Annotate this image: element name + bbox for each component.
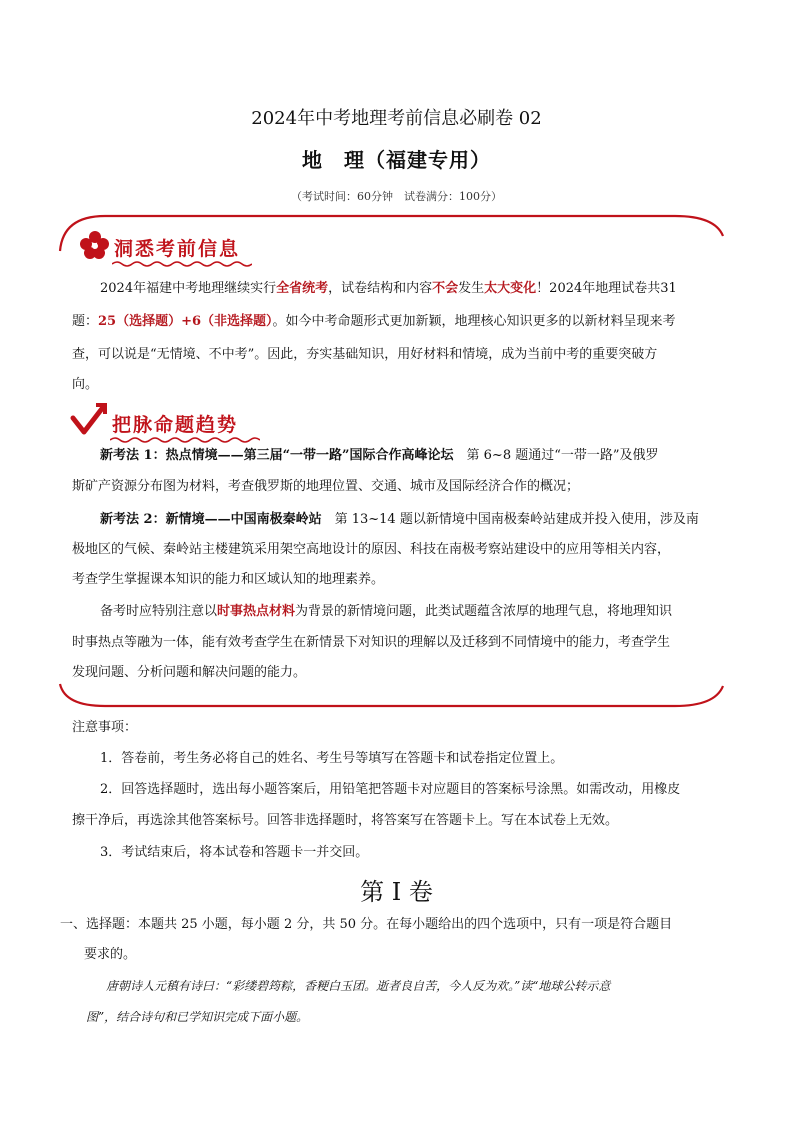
text-run: 第 6~8 题通过“一带一路”及俄罗 bbox=[453, 448, 659, 463]
section1-line2 bbox=[72, 307, 676, 336]
document-title: 2024年中考地理考前信息必刷卷 02 bbox=[251, 108, 542, 129]
note-1: 1．答卷前，考生务必将自己的姓名、考生号等填写在答题卡和试卷指定位置上。 bbox=[100, 751, 564, 766]
highlight-text: 时事热点材料 bbox=[217, 604, 296, 619]
note-2: 2．回答选择题时，选出每小题答案后，用铅笔把答题卡对应题目的答案标号涂黑。如需改动，用橡皮 bbox=[100, 782, 681, 797]
text-run: 题： bbox=[72, 314, 99, 329]
flower-icon bbox=[80, 230, 110, 260]
bottom-border-arc bbox=[55, 680, 730, 714]
bold-text: 新考法 1：热点情境——第三届“一带一路”国际合作高峰论坛 bbox=[100, 448, 454, 463]
text-run: ！2024年地理试卷共31 bbox=[536, 281, 677, 296]
highlight-text: 25（选择题）+6（非选择题） bbox=[98, 314, 273, 329]
section2-line8: 发现问题、分析问题和解决问题的能力。 bbox=[72, 665, 307, 680]
section2-line1 bbox=[100, 441, 659, 470]
text-run: 2024年福建中考地理继续实行 bbox=[100, 281, 277, 296]
check-arrow-icon bbox=[70, 400, 108, 438]
text-run: 为背景的新情境问题，此类试题蕴含浓厚的地理气息，将地理知识 bbox=[295, 604, 673, 619]
note-3: 3．考试结束后，将本试卷和答题卡一并交回。 bbox=[100, 845, 369, 860]
highlight-text: 不会 bbox=[432, 281, 459, 296]
choice-section-intro-cont: 要求的。 bbox=[84, 947, 137, 962]
section2-line4: 极地区的气候、秦岭站主楼建筑采用架空高地设计的原因、科技在南极考察站建设中的应用等相关内容， bbox=[72, 542, 671, 557]
text-run: 。如今中考命题形式更加新颖，地理核心知识更多的以新材料呈现来考 bbox=[272, 314, 676, 329]
text-run: 发生 bbox=[458, 281, 485, 296]
section2-line6 bbox=[100, 597, 672, 626]
section2-line2: 斯矿产资源分布图为材料，考查俄罗斯的地理位置、交通、城市及国际经济合作的概况； bbox=[72, 479, 580, 494]
notes-title: 注意事项： bbox=[72, 720, 138, 735]
section1-line3: 查，可以说是“无情境、不中考”。因此，夯实基础知识，用好材料和情境，成为当前中考的重要突破方 bbox=[72, 347, 658, 362]
section1-heading: 洞悉考前信息 bbox=[114, 238, 241, 260]
section1-line4: 向。 bbox=[72, 377, 99, 392]
highlight-text: 太大变化 bbox=[484, 281, 537, 296]
poem-stem: 唐朝诗人元稹有诗曰：“彩缕碧筠粽，香粳白玉团。逝者良自苦，今人反为欢。”读“地球公转示意 bbox=[106, 979, 611, 993]
choice-section-intro: 一、选择题：本题共 25 小题，每小题 2 分，共 50 分。在每小题给出的四个选项中，只有一项是符合题目 bbox=[60, 917, 673, 932]
section2-line7: 时事热点等融为一体，能有效考查学生在新情景下对知识的理解以及迁移到不同情境中的能力，考查学生 bbox=[72, 635, 671, 650]
poem-stem-cont: 图”，结合诗句和已学知识完成下面小题。 bbox=[86, 1010, 309, 1024]
note-2-cont: 擦干净后，再选涂其他答案标号。回答非选择题时，将答案写在答题卡上。写在本试卷上无效。 bbox=[72, 813, 619, 828]
text-run: 第 13~14 题以新情境中国南极秦岭站建成并投入使用，涉及南 bbox=[321, 512, 699, 527]
section2-heading: 把脉命题趋势 bbox=[112, 414, 239, 436]
section2-line3 bbox=[100, 505, 699, 534]
document-subtitle: 地 理（福建专用） bbox=[302, 148, 491, 172]
bold-text: 新考法 2：新情境——中国南极秦岭站 bbox=[100, 512, 322, 527]
text-run: ，试卷结构和内容 bbox=[328, 281, 433, 296]
exam-info: （考试时间：60分钟 试卷满分：100分） bbox=[291, 190, 502, 203]
highlight-text: 全省统考 bbox=[276, 281, 329, 296]
heading-wave-underline bbox=[112, 260, 252, 268]
text-run: 备考时应特别注意以 bbox=[100, 604, 218, 619]
section2-line5: 考查学生掌握课本知识的能力和区域认知的地理素养。 bbox=[72, 572, 385, 587]
section1-line1 bbox=[100, 274, 677, 303]
volume-title: 第 I 卷 bbox=[360, 878, 433, 906]
